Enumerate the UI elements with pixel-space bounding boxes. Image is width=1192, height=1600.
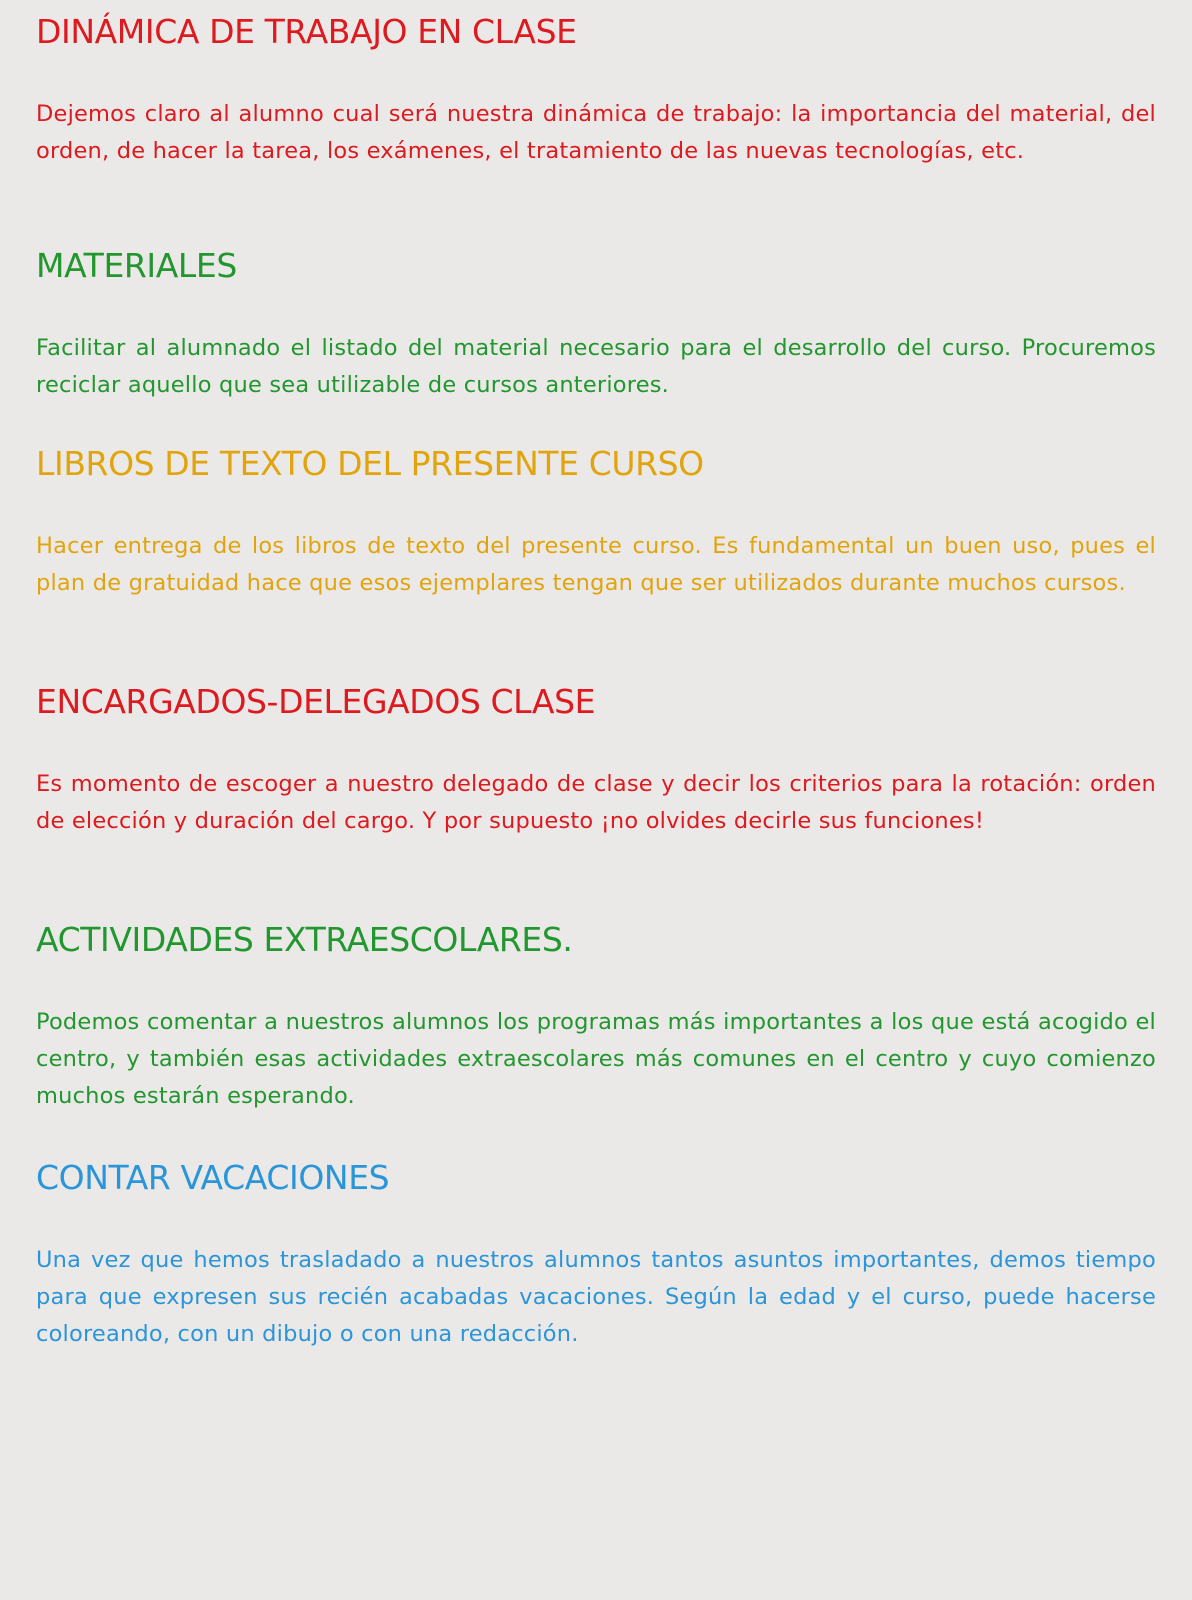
section-actividades-extraescolares bbox=[36, 920, 1156, 1109]
section-heading: ACTIVIDADES EXTRAESCOLARES. bbox=[36, 920, 573, 959]
section-heading: DINÁMICA DE TRABAJO EN CLASE bbox=[36, 12, 577, 51]
section-heading: ENCARGADOS-DELEGADOS CLASE bbox=[36, 682, 596, 721]
section-body: Facilitar al alumnado el listado del material necesario para el desarrollo del curso. Procuremos reciclar aquello que sea utilizable de cursos anteriores. bbox=[36, 335, 1156, 398]
section-body: Dejemos claro al alumno cual será nuestra dinámica de trabajo: la importancia del material, del orden, de hacer la tarea, los exámenes, el tratamiento de las nuevas tecnologías, etc. bbox=[36, 101, 1156, 164]
section-heading: LIBROS DE TEXTO DEL PRESENTE CURSO bbox=[36, 444, 704, 483]
section-body: Hacer entrega de los libros de texto del presente curso. Es fundamental un buen uso, pues el plan de gratuidad hace que esos ejemplares tengan que ser utilizados durante muchos cursos. bbox=[36, 533, 1156, 596]
section-heading: MATERIALES bbox=[36, 246, 237, 285]
section-materiales bbox=[36, 246, 1156, 398]
section-encargados-delegados bbox=[36, 682, 1156, 834]
section-dinamica bbox=[36, 12, 1156, 164]
section-libros-de-texto bbox=[36, 444, 1156, 596]
section-contar-vacaciones bbox=[36, 1158, 1156, 1347]
section-body: Es momento de escoger a nuestro delegado de clase y decir los criterios para la rotación: orden de elección y duración del cargo. Y por supuesto ¡no olvides decirle sus funciones! bbox=[36, 771, 1156, 834]
section-body: Podemos comentar a nuestros alumnos los programas más importantes a los que está acogido el centro, y también esas actividades extraescolares más comunes en el centro y cuyo comienzo muchos estarán esperando. bbox=[36, 1009, 1156, 1109]
section-heading: CONTAR VACACIONES bbox=[36, 1158, 390, 1197]
section-body: Una vez que hemos trasladado a nuestros alumnos tantos asuntos importantes, demos tiempo para que expresen sus recién acabadas vacaciones. Según la edad y el curso, puede hacerse coloreando, con un dibujo o con una redacción. bbox=[36, 1247, 1156, 1347]
